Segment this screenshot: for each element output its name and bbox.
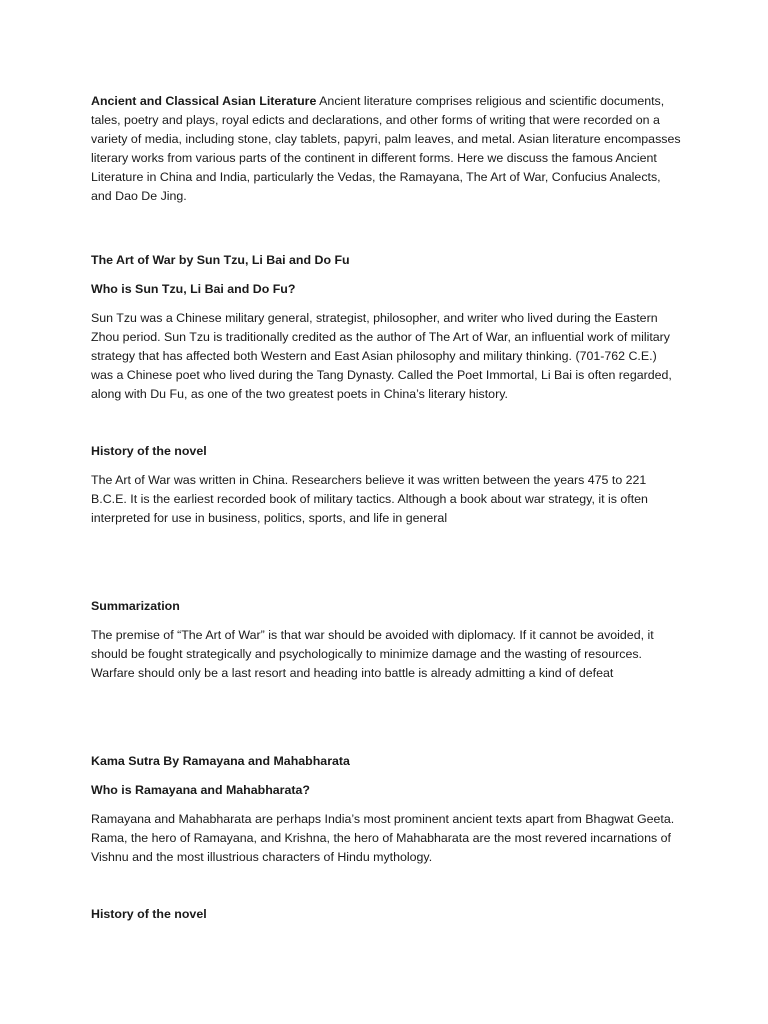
art-of-war-title: The Art of War by Sun Tzu, Li Bai and Do Fu (91, 253, 350, 267)
art-of-war-who-text: Sun Tzu was a Chinese military general, strategist, philosopher, and writer who lived during the Eastern Zhou period. Sun Tzu is traditionally credited as the author of The Art of War, an influential work of military strategy that has affected both Western and East Asian philosophy and military thinking. (701-762 C.E.) was a Chinese poet who lived during the Tang Dynasty. Called the Poet Immortal, Li Bai is often regarded, along with Du Fu, as one of the two greatest poets in China’s literary history. (91, 311, 672, 401)
art-of-war-history-heading: History of the novel (91, 444, 207, 458)
kama-sutra-history-heading: History of the novel (91, 907, 207, 921)
intro-paragraph (91, 92, 681, 206)
art-of-war-summary-heading: Summarization (91, 599, 180, 613)
art-of-war-history-text: The Art of War was written in China. Researchers believe it was written between the years 475 to 221 B.C.E. It is the earliest recorded book of military tactics. Although a book about war strategy, it is often interpreted for use in business, politics, sports, and life in general (91, 473, 648, 525)
kama-sutra-who-text: Ramayana and Mahabharata are perhaps India’s most prominent ancient texts apart from Bhagwat Geeta. Rama, the hero of Ramayana, and Krishna, the hero of Mahabharata are the most revered incarnations of Vishnu and the most illustrious characters of Hindu mythology. (91, 812, 675, 864)
art-of-war-summary-text: The premise of “The Art of War” is that war should be avoided with diplomacy. If it cannot be avoided, it should be fought strategically and psychologically to minimize damage and the wasting of resources. Warfare should only be a last resort and heading into battle is already admitting a kind of defeat (91, 628, 654, 680)
intro-text: Ancient literature comprises religious and scientific documents, tales, poetry and plays, royal edicts and declarations, and other forms of writing that were recorded on a variety of media, including stone, clay tablets, papyri, palm leaves, and metal. Asian literature encompasses literary works from various parts of the continent in different forms. Here we discuss the famous Ancient Literature in China and India, particularly the Vedas, the Ramayana, The Art of War, Confucius Analects, and Dao De Jing. (91, 94, 681, 203)
kama-sutra-title: Kama Sutra By Ramayana and Mahabharata (91, 754, 350, 768)
document-page (91, 92, 681, 924)
kama-sutra-who-heading: Who is Ramayana and Mahabharata? (91, 783, 310, 797)
art-of-war-who-heading: Who is Sun Tzu, Li Bai and Do Fu? (91, 282, 296, 296)
intro-lead: Ancient and Classical Asian Literature (91, 94, 317, 108)
